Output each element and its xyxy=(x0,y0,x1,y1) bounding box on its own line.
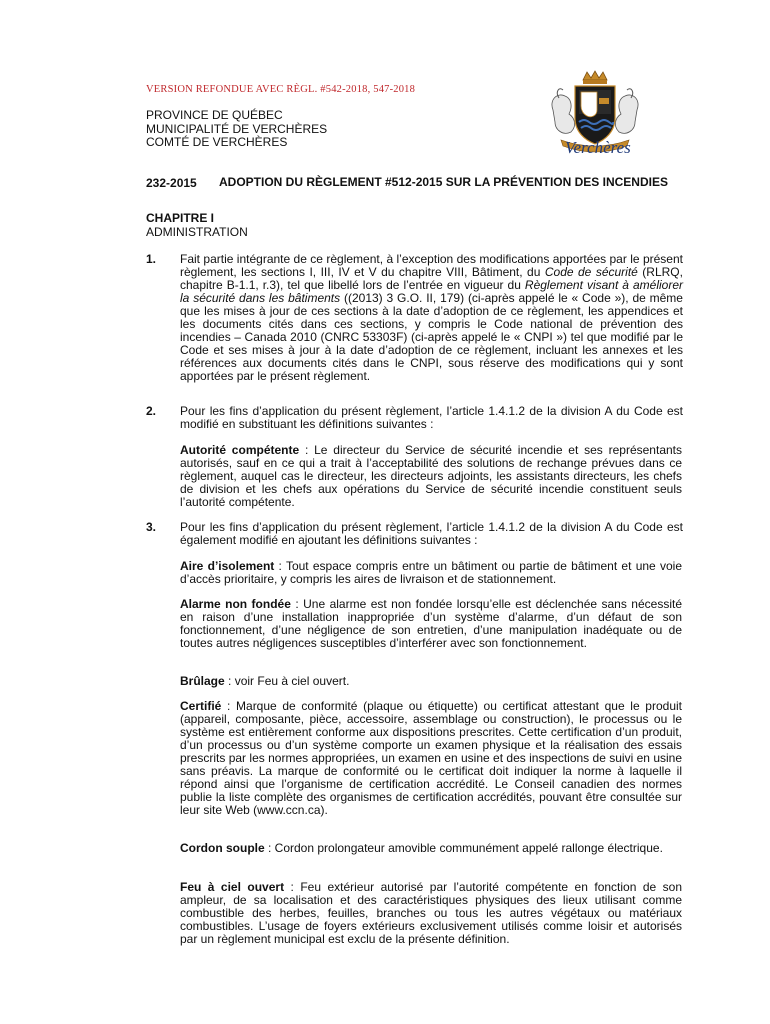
definition-text: : Tout espace compris entre un bâtiment ou partie de bâtiment et une voie d’accès prioritaire, y compris les aires de livraison et de stationnement. xyxy=(180,559,683,586)
article-text-part: Fait partie intégrante de ce règlement, à l’exception des modifications apportées par le présent règlement, les sections I, III, IV et V du chapitre VIII, Bâtiment, du xyxy=(180,252,683,279)
definition-item xyxy=(180,444,682,509)
article-text: Pour les fins d’application du présent règlement, l’article 1.4.1.2 de la division A du Code est également modifié en ajoutant les définitions suivantes : xyxy=(180,520,683,547)
article-italic-ref: Règlement visant à améliorer la sécurité dans les bâtiments xyxy=(180,278,683,305)
definition-item xyxy=(180,598,682,650)
article-number: 3. xyxy=(146,520,157,534)
definition-text: : Marque de conformité (plaque ou étiquette) ou certificat attestant que le produit (appareil, composante, pièce, accessoire, assemblage ou construction), le processus ou le système est entièrement conforme aux dispositions prescrites. Cette certification d’un produit, d’un processus ou d’un système comporte un examen physique et la réalisation des essais prescrits par les normes appropriées, un examen en usine et des inspections de suivi en usine sans préavis. La marque de conformité ou le certificat doit indiquer la norme à laquelle il répond ainsi que l’organisme de certification accrédité. Le Conseil canadien des normes publie la liste complète des organismes de certification accrédités, pouvant être consultée sur leur site Web (www.ccn.ca). xyxy=(180,699,682,817)
article-text: Pour les fins d’application du présent règlement, l’article 1.4.1.2 de la division A du Code est modifié en substituant les définitions suivantes : xyxy=(180,404,683,431)
article-text-part: (RLRQ, chapitre B-1.1, r.3), tel que libellé lors de l’entrée en vigueur du xyxy=(180,265,683,292)
province-line: PROVINCE DE QUÉBEC xyxy=(146,108,283,122)
definition-term: Alarme non fondée xyxy=(180,597,291,611)
definition-text: : Une alarme est non fondée lorsqu’elle est déclenchée sans nécessité en raison d’une installation inappropriée d’un système d’alarme, d’un défaut de son fonctionnement, d’une négligence de son entretien, d’une manipulation inadéquate ou de toutes autres négligences susceptibles d’interférer avec son fonctionnement. xyxy=(180,597,682,650)
article-text xyxy=(180,253,683,383)
crest-label: Verchères xyxy=(565,138,631,157)
version-line: VERSION REFONDUE AVEC RÈGL. #542-2018, 547-2018 xyxy=(146,84,416,95)
definition-text: : Cordon prolongateur amovible communément appelé rallonge électrique. xyxy=(264,841,663,855)
definition-item xyxy=(180,842,682,855)
definition-term: Autorité compétente xyxy=(180,443,300,457)
definition-text: : voir Feu à ciel ouvert. xyxy=(224,674,350,688)
resolution-title: ADOPTION DU RÈGLEMENT #512-2015 SUR LA PRÉVENTION DES INCENDIES xyxy=(219,175,668,189)
definition-item xyxy=(180,700,682,817)
article-text-part: ((2013) 3 G.O. II, 179) (ci-après appelé le « Code »), de même que les mises à jour de ces sections à la date d’adoption de ce règlement, les appendices et les documents cités dans ces sections, y compris le Code national de prévention des incendies – Canada 2010 (CNRC 53303F) (ci-après appelé le « CNPI ») tel que modifié par le Code et ses mises à jour à la date d’adoption de ce règlement, incluant les annexes et les références aux documents cités dans le CNPI, sous réserve des modifications qui y sont apportées par le présent règlement. xyxy=(180,291,683,383)
article-number: 1. xyxy=(146,252,157,266)
definition-item xyxy=(180,675,682,688)
resolution-number: 232-2015 xyxy=(146,176,197,190)
chapter-label: CHAPITRE I xyxy=(146,211,215,225)
province-block xyxy=(146,109,327,150)
municipality-line: MUNICIPALITÉ DE VERCHÈRES xyxy=(146,121,328,136)
definition-term: Cordon souple xyxy=(180,841,265,855)
chapter-name: ADMINISTRATION xyxy=(146,224,248,239)
definition-term: Brûlage xyxy=(180,674,225,688)
definition-item xyxy=(180,881,682,946)
article-number: 2. xyxy=(146,404,157,418)
chapter-heading xyxy=(146,212,248,239)
definition-term: Aire d’isolement xyxy=(180,559,275,573)
definition-term: Feu à ciel ouvert xyxy=(180,880,285,894)
definition-item xyxy=(180,560,682,586)
definition-text: : Feu extérieur autorisé par l’autorité compétente en fonction de son ampleur, de sa localisation et des caractéristiques physiques des lieux utilisant comme combustible des herbes, feuilles, branches ou tous les autres végétaux ou matériaux combustibles. L’usage de foyers extérieurs exclusivement utilisés comme loisir et autorisés par un règlement municipal est exclu de la présente définition. xyxy=(180,880,682,946)
definition-text: : Le directeur du Service de sécurité incendie et ses représentants autorisés, sauf en ce qui a trait à l’acceptabilité des solutions de rechange prévues dans ce règlement, auquel cas le directeur, les directeurs adjoints, les assistants directeurs, les chefs de division et les chefs aux opérations du Service de sécurité incendie constituent seuls l’autorité compétente. xyxy=(180,443,683,509)
county-line: COMTÉ DE VERCHÈRES xyxy=(146,135,288,150)
article-italic-ref: Code de sécurité xyxy=(544,265,638,279)
definition-term: Certifié xyxy=(180,699,222,713)
